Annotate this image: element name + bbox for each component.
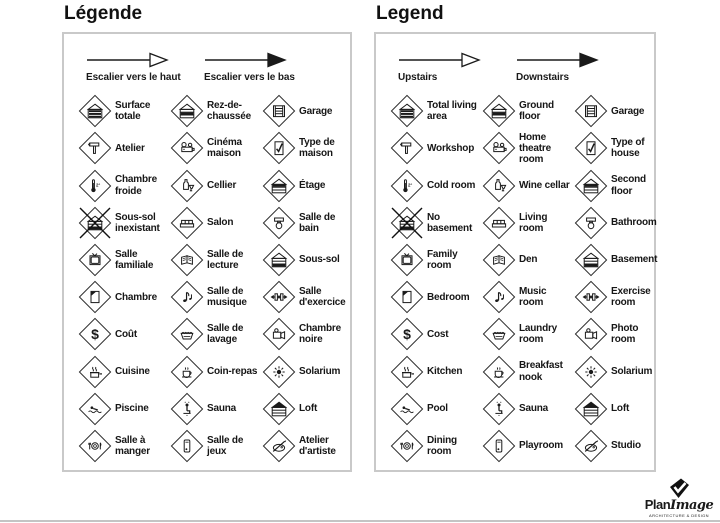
legend-item bbox=[482, 241, 574, 278]
den-icon bbox=[482, 243, 516, 277]
legend-item-label: Ground floor bbox=[519, 100, 554, 123]
legend-item bbox=[78, 390, 170, 427]
solarium-icon bbox=[262, 355, 296, 389]
total-area-icon bbox=[390, 94, 424, 128]
legend-item-label: Bedroom bbox=[427, 291, 470, 303]
laundry-icon bbox=[170, 317, 204, 351]
legend-item-label: Second floor bbox=[611, 174, 646, 197]
legend-item-label: Chambre bbox=[115, 291, 157, 303]
workshop-icon bbox=[78, 131, 112, 165]
wine-cellar-icon bbox=[170, 169, 204, 203]
legend-item bbox=[574, 130, 660, 167]
stairs-up-label: Escalier vers le haut bbox=[86, 71, 181, 83]
legend-item-label: Dining room bbox=[427, 434, 457, 457]
legend-item bbox=[170, 130, 262, 167]
legend-item bbox=[262, 204, 348, 241]
legend-item bbox=[390, 93, 482, 130]
bathroom-icon bbox=[262, 206, 296, 240]
legend-item bbox=[170, 167, 262, 204]
basement-icon bbox=[574, 243, 608, 277]
legend-item-label: Type de maison bbox=[299, 137, 335, 160]
legend-item-label: Coin-repas bbox=[207, 366, 258, 377]
legend-item-label: Salle de lecture bbox=[207, 248, 244, 272]
legend-item bbox=[262, 390, 348, 427]
stairs-arrows bbox=[398, 52, 654, 83]
second-floor-icon bbox=[262, 169, 296, 203]
legend-item-label: No basement bbox=[427, 211, 473, 234]
legend-item bbox=[390, 167, 482, 204]
breakfast-nook-icon bbox=[170, 355, 204, 389]
bathroom-icon bbox=[574, 206, 608, 240]
legend-item-label: Sauna bbox=[519, 403, 549, 415]
playroom-icon bbox=[482, 429, 516, 463]
legend-item-label: Coût bbox=[115, 328, 137, 340]
legend-item-label: Salle familiale bbox=[115, 248, 154, 272]
legend-item-label: Atelier bbox=[115, 142, 145, 154]
legend-item-label: Pool bbox=[427, 403, 448, 415]
bedroom-icon bbox=[78, 280, 112, 314]
legend-item-label: Family room bbox=[427, 248, 458, 272]
legend-item bbox=[78, 167, 170, 204]
legend-item bbox=[78, 316, 170, 353]
sauna-icon bbox=[170, 392, 204, 426]
legend-item bbox=[262, 167, 348, 204]
legend-item-label: Chambre froide bbox=[115, 174, 157, 197]
legend-item-label: Solarium bbox=[299, 366, 341, 377]
legend-item-label: Type of house bbox=[611, 137, 645, 160]
legend-item bbox=[78, 353, 170, 390]
no-basement-icon bbox=[390, 206, 424, 240]
legend-item bbox=[574, 167, 660, 204]
legend-item bbox=[482, 130, 574, 167]
bedroom-icon bbox=[390, 280, 424, 314]
planimage-logo bbox=[644, 477, 714, 518]
legend-item-label: Étage bbox=[299, 180, 326, 192]
legend-item bbox=[390, 204, 482, 241]
legend-item bbox=[390, 316, 482, 353]
page-title: Legend bbox=[376, 3, 444, 24]
cost-icon bbox=[390, 317, 424, 351]
stairs-down-label: Downstairs bbox=[516, 71, 569, 83]
living-room-icon bbox=[482, 206, 516, 240]
ground-floor-icon bbox=[482, 94, 516, 128]
legend-item-label: Workshop bbox=[427, 142, 475, 154]
legend-item-label: Salle de bain bbox=[299, 211, 336, 234]
legend-item bbox=[482, 427, 574, 464]
dining-room-icon bbox=[78, 429, 112, 463]
legend-item-label: Cost bbox=[427, 328, 449, 340]
exercise-room-icon bbox=[574, 280, 608, 314]
legend-item bbox=[574, 204, 660, 241]
legend-item bbox=[482, 390, 574, 427]
logo-image-text: Image bbox=[670, 498, 714, 513]
solarium-icon bbox=[574, 355, 608, 389]
legend-item bbox=[574, 241, 660, 278]
house-type-icon bbox=[262, 131, 296, 165]
legend-item bbox=[482, 279, 574, 316]
home-theatre-icon bbox=[482, 131, 516, 165]
legend-item-label: Bathroom bbox=[611, 217, 657, 229]
garage-icon bbox=[574, 94, 608, 128]
legend-item-label: Cuisine bbox=[115, 366, 150, 377]
french-legend-panel bbox=[62, 0, 352, 472]
basement-icon bbox=[262, 243, 296, 277]
no-basement-icon bbox=[78, 206, 112, 240]
legend-item bbox=[482, 204, 574, 241]
legend-item-label: Total living area bbox=[427, 100, 477, 123]
legend-item-label: Laundry room bbox=[519, 323, 558, 346]
legend-item bbox=[170, 427, 262, 464]
legend-item bbox=[262, 241, 348, 278]
stairs-up-arrow bbox=[398, 52, 516, 83]
breakfast-nook-icon bbox=[482, 355, 516, 389]
stairs-down-label: Escalier vers le bas bbox=[204, 71, 295, 83]
logo-tagline: ARCHITECTURE & DESIGN bbox=[649, 513, 709, 518]
legend-item-label: Salon bbox=[207, 217, 234, 229]
legend-item bbox=[574, 427, 660, 464]
ground-floor-icon bbox=[170, 94, 204, 128]
legend-item bbox=[170, 279, 262, 316]
legend-item-label: Garage bbox=[611, 105, 645, 117]
legend-item bbox=[482, 93, 574, 130]
legend-item-label: Living room bbox=[519, 211, 548, 234]
logo-plan-text: Plan bbox=[644, 497, 671, 512]
legend-item-label: Home theatre room bbox=[519, 131, 551, 166]
legend-item bbox=[170, 241, 262, 278]
stairs-down-arrow bbox=[204, 52, 322, 83]
legend-item-label: Salle de musique bbox=[207, 286, 247, 309]
studio-icon bbox=[574, 429, 608, 463]
legend-item bbox=[574, 93, 660, 130]
loft-icon bbox=[574, 392, 608, 426]
legend-item bbox=[78, 427, 170, 464]
garage-icon bbox=[262, 94, 296, 128]
playroom-icon bbox=[170, 429, 204, 463]
home-theatre-icon bbox=[170, 131, 204, 165]
legend-grid bbox=[390, 93, 658, 465]
legend-item-label: Studio bbox=[611, 440, 641, 452]
pool-icon bbox=[78, 392, 112, 426]
loft-icon bbox=[262, 392, 296, 426]
legend-item-label: Surface totale bbox=[115, 100, 151, 123]
legend-item-label: Exercise room bbox=[611, 286, 651, 309]
bottom-divider bbox=[0, 520, 720, 522]
cold-room-icon bbox=[390, 169, 424, 203]
legend-item-label: Garage bbox=[299, 105, 333, 117]
legend-item-label: Playroom bbox=[519, 440, 563, 452]
legend-item-label: Basement bbox=[611, 254, 658, 266]
legend-item-label: Chambre noire bbox=[299, 323, 341, 346]
legend-item bbox=[390, 390, 482, 427]
legend-item bbox=[390, 130, 482, 167]
english-legend-panel bbox=[374, 0, 656, 472]
legend-item bbox=[262, 130, 348, 167]
legend-item-label: Breakfast nook bbox=[519, 360, 563, 383]
legend-item bbox=[574, 279, 660, 316]
sauna-icon bbox=[482, 392, 516, 426]
legend-item-label: Wine cellar bbox=[519, 180, 570, 192]
photo-room-icon bbox=[574, 317, 608, 351]
legend-item bbox=[170, 390, 262, 427]
down-arrow-icon bbox=[204, 52, 288, 68]
legend-item bbox=[482, 316, 574, 353]
up-arrow-icon bbox=[398, 52, 482, 68]
legend-item-label: Salle de jeux bbox=[207, 434, 244, 457]
page-title: Légende bbox=[64, 3, 143, 24]
music-room-icon bbox=[170, 280, 204, 314]
legend-item bbox=[390, 279, 482, 316]
legend-item-label: Cellier bbox=[207, 180, 237, 192]
legend-item bbox=[170, 93, 262, 130]
legend-item-label: Cinéma maison bbox=[207, 137, 242, 160]
workshop-icon bbox=[390, 131, 424, 165]
legend-item-label: Sous-sol bbox=[299, 254, 340, 266]
cost-icon bbox=[78, 317, 112, 351]
family-room-icon bbox=[78, 243, 112, 277]
legend-item-label: Piscine bbox=[115, 403, 149, 415]
cold-room-icon bbox=[78, 169, 112, 203]
legend-item bbox=[482, 353, 574, 390]
legend-item bbox=[262, 93, 348, 130]
den-icon bbox=[170, 243, 204, 277]
stairs-down-arrow bbox=[516, 52, 634, 83]
legend-item-label: Rez-de-chaussée bbox=[207, 100, 251, 123]
legend-item bbox=[170, 204, 262, 241]
legend-item-label: Salle d'exercice bbox=[299, 286, 346, 309]
legend-item bbox=[170, 316, 262, 353]
wine-cellar-icon bbox=[482, 169, 516, 203]
legend-item bbox=[574, 390, 660, 427]
planimage-logo-text bbox=[644, 498, 714, 512]
total-area-icon bbox=[78, 94, 112, 128]
legend-item-label: Solarium bbox=[611, 366, 653, 377]
legend-box bbox=[374, 32, 656, 472]
legend-item-label: Salle à manger bbox=[115, 434, 150, 457]
exercise-room-icon bbox=[262, 280, 296, 314]
legend-item-label: Den bbox=[519, 254, 538, 266]
legend-item bbox=[262, 427, 348, 464]
laundry-icon bbox=[482, 317, 516, 351]
dining-room-icon bbox=[390, 429, 424, 463]
pool-icon bbox=[390, 392, 424, 426]
legend-item-label: Cold room bbox=[427, 180, 476, 192]
stairs-up-arrow bbox=[86, 52, 204, 83]
legend-item bbox=[574, 316, 660, 353]
photo-room-icon bbox=[262, 317, 296, 351]
legend-item-label: Photo room bbox=[611, 323, 639, 346]
legend-item-label: Atelier d'artiste bbox=[299, 434, 336, 457]
legend-grid bbox=[78, 93, 350, 465]
legend-item-label: Sous-sol inexistant bbox=[115, 211, 160, 234]
legend-item bbox=[262, 316, 348, 353]
legend-item bbox=[482, 167, 574, 204]
legend-item bbox=[78, 93, 170, 130]
legend-item bbox=[78, 279, 170, 316]
second-floor-icon bbox=[574, 169, 608, 203]
legend-item bbox=[78, 130, 170, 167]
kitchen-icon bbox=[78, 355, 112, 389]
legend-item bbox=[390, 427, 482, 464]
legend-item bbox=[78, 204, 170, 241]
up-arrow-icon bbox=[86, 52, 170, 68]
legend-item bbox=[390, 353, 482, 390]
down-arrow-icon bbox=[516, 52, 600, 68]
music-room-icon bbox=[482, 280, 516, 314]
kitchen-icon bbox=[390, 355, 424, 389]
legend-item-label: Sauna bbox=[207, 403, 237, 415]
studio-icon bbox=[262, 429, 296, 463]
legend-item bbox=[574, 353, 660, 390]
stairs-arrows bbox=[86, 52, 350, 83]
legend-box bbox=[62, 32, 352, 472]
legend-item bbox=[390, 241, 482, 278]
legend-item-label: Salle de lavage bbox=[207, 323, 244, 346]
legend-item bbox=[170, 353, 262, 390]
legend-item-label: Music room bbox=[519, 286, 547, 309]
living-room-icon bbox=[170, 206, 204, 240]
house-type-icon bbox=[574, 131, 608, 165]
legend-item bbox=[78, 241, 170, 278]
legend-item bbox=[262, 279, 348, 316]
legend-item bbox=[262, 353, 348, 390]
legend-item-label: Loft bbox=[611, 403, 630, 415]
legend-item-label: Loft bbox=[299, 403, 318, 415]
legend-item-label: Kitchen bbox=[427, 366, 463, 377]
stairs-up-label: Upstairs bbox=[398, 71, 438, 83]
family-room-icon bbox=[390, 243, 424, 277]
